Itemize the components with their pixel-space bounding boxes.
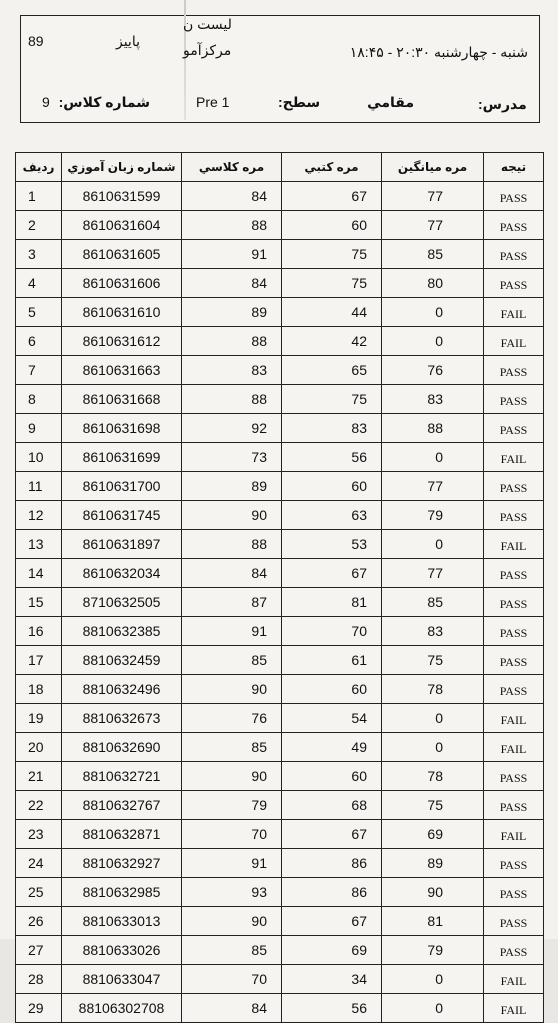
cell-written-score: 63 <box>282 501 382 530</box>
cell-row-number: 10 <box>16 443 62 472</box>
col-header-average-score: مره ميانگين <box>382 153 484 182</box>
cell-class-score: 83 <box>182 356 282 385</box>
cell-row-number: 26 <box>16 907 62 936</box>
cell-student-id: 8610631610 <box>62 298 182 327</box>
cell-row-number: 21 <box>16 762 62 791</box>
cell-class-score: 88 <box>182 530 282 559</box>
cell-result: PASS <box>484 936 544 965</box>
cell-student-id: 8810632690 <box>62 733 182 762</box>
cell-student-id: 88106302708 <box>62 994 182 1023</box>
cell-average-score: 0 <box>382 298 484 327</box>
cell-average-score: 76 <box>382 356 484 385</box>
cell-average-score: 0 <box>382 965 484 994</box>
cell-result: PASS <box>484 849 544 878</box>
cell-student-id: 8810632871 <box>62 820 182 849</box>
cell-student-id: 8610631606 <box>62 269 182 298</box>
cell-written-score: 65 <box>282 356 382 385</box>
cell-class-score: 84 <box>182 182 282 211</box>
center-name: مرکزآمو <box>183 42 232 58</box>
table-row <box>16 704 544 733</box>
cell-row-number: 14 <box>16 559 62 588</box>
cell-average-score: 78 <box>382 762 484 791</box>
table-row <box>16 414 544 443</box>
list-title: لیست ن <box>183 16 232 32</box>
cell-student-id: 8810632985 <box>62 878 182 907</box>
cell-average-score: 81 <box>382 907 484 936</box>
cell-average-score: 77 <box>382 472 484 501</box>
cell-student-id: 8810632385 <box>62 617 182 646</box>
table-row <box>16 646 544 675</box>
cell-written-score: 75 <box>282 240 382 269</box>
cell-row-number: 9 <box>16 414 62 443</box>
cell-row-number: 17 <box>16 646 62 675</box>
cell-average-score: 79 <box>382 936 484 965</box>
cell-average-score: 69 <box>382 820 484 849</box>
cell-written-score: 60 <box>282 211 382 240</box>
table-row <box>16 617 544 646</box>
cell-student-id: 8610631612 <box>62 327 182 356</box>
cell-row-number: 15 <box>16 588 62 617</box>
cell-row-number: 23 <box>16 820 62 849</box>
cell-student-id: 8610631599 <box>62 182 182 211</box>
table-row <box>16 733 544 762</box>
cell-average-score: 75 <box>382 646 484 675</box>
cell-average-score: 0 <box>382 443 484 472</box>
cell-class-score: 70 <box>182 820 282 849</box>
cell-written-score: 75 <box>282 385 382 414</box>
cell-average-score: 75 <box>382 791 484 820</box>
cell-row-number: 20 <box>16 733 62 762</box>
table-row <box>16 588 544 617</box>
cell-written-score: 86 <box>282 849 382 878</box>
cell-class-score: 84 <box>182 994 282 1023</box>
cell-average-score: 0 <box>382 704 484 733</box>
cell-row-number: 3 <box>16 240 62 269</box>
cell-row-number: 2 <box>16 211 62 240</box>
cell-result: PASS <box>484 211 544 240</box>
cell-result: FAIL <box>484 298 544 327</box>
cell-result: PASS <box>484 472 544 501</box>
cell-average-score: 89 <box>382 849 484 878</box>
teacher-value: مقامي <box>367 94 414 110</box>
cell-class-score: 90 <box>182 675 282 704</box>
term-code: 89 <box>28 33 44 49</box>
cell-class-score: 84 <box>182 559 282 588</box>
cell-student-id: 8810632927 <box>62 849 182 878</box>
table-row <box>16 878 544 907</box>
cell-row-number: 22 <box>16 791 62 820</box>
table-row <box>16 327 544 356</box>
table-body <box>16 182 544 1023</box>
cell-result: PASS <box>484 878 544 907</box>
cell-class-score: 90 <box>182 762 282 791</box>
cell-written-score: 49 <box>282 733 382 762</box>
cell-written-score: 75 <box>282 269 382 298</box>
cell-average-score: 77 <box>382 182 484 211</box>
cell-row-number: 28 <box>16 965 62 994</box>
cell-row-number: 29 <box>16 994 62 1023</box>
cell-written-score: 81 <box>282 588 382 617</box>
cell-result: FAIL <box>484 733 544 762</box>
cell-class-score: 76 <box>182 704 282 733</box>
table-row <box>16 356 544 385</box>
cell-written-score: 56 <box>282 994 382 1023</box>
cell-class-score: 88 <box>182 385 282 414</box>
col-header-row: رديف <box>16 153 62 182</box>
table-row <box>16 240 544 269</box>
cell-result: FAIL <box>484 994 544 1023</box>
cell-written-score: 86 <box>282 878 382 907</box>
col-header-written-score: مره كتبي <box>282 153 382 182</box>
cell-class-score: 93 <box>182 878 282 907</box>
table-row <box>16 472 544 501</box>
table-row <box>16 385 544 414</box>
cell-row-number: 25 <box>16 878 62 907</box>
cell-class-score: 91 <box>182 617 282 646</box>
cell-result: FAIL <box>484 820 544 849</box>
class-number-label: شماره کلاس: <box>58 94 150 110</box>
table-row <box>16 559 544 588</box>
cell-result: PASS <box>484 646 544 675</box>
cell-class-score: 85 <box>182 733 282 762</box>
cell-result: PASS <box>484 588 544 617</box>
table-header-row <box>16 153 544 182</box>
cell-result: PASS <box>484 617 544 646</box>
cell-row-number: 8 <box>16 385 62 414</box>
term-name: پاییز <box>115 33 140 49</box>
cell-class-score: 91 <box>182 240 282 269</box>
table-row <box>16 211 544 240</box>
cell-result: FAIL <box>484 443 544 472</box>
cell-class-score: 70 <box>182 965 282 994</box>
cell-written-score: 34 <box>282 965 382 994</box>
cell-average-score: 78 <box>382 675 484 704</box>
cell-student-id: 8810633026 <box>62 936 182 965</box>
cell-written-score: 42 <box>282 327 382 356</box>
cell-student-id: 8610631604 <box>62 211 182 240</box>
cell-result: PASS <box>484 356 544 385</box>
cell-written-score: 67 <box>282 559 382 588</box>
teacher-label: مدرس: <box>478 96 527 112</box>
cell-result: PASS <box>484 182 544 211</box>
cell-written-score: 60 <box>282 762 382 791</box>
cell-student-id: 8710632505 <box>62 588 182 617</box>
cell-class-score: 87 <box>182 588 282 617</box>
cell-row-number: 19 <box>16 704 62 733</box>
table-row <box>16 965 544 994</box>
table-row <box>16 820 544 849</box>
cell-student-id: 8810633047 <box>62 965 182 994</box>
cell-written-score: 67 <box>282 182 382 211</box>
col-header-student-id: شماره زبان آموزي <box>62 153 182 182</box>
cell-average-score: 0 <box>382 530 484 559</box>
table-row <box>16 907 544 936</box>
cell-student-id: 8610632034 <box>62 559 182 588</box>
cell-average-score: 79 <box>382 501 484 530</box>
cell-row-number: 18 <box>16 675 62 704</box>
class-number-value: 9 <box>42 94 50 110</box>
cell-result: PASS <box>484 559 544 588</box>
cell-class-score: 73 <box>182 443 282 472</box>
cell-class-score: 85 <box>182 646 282 675</box>
cell-class-score: 88 <box>182 211 282 240</box>
cell-student-id: 8810633013 <box>62 907 182 936</box>
col-header-class-score: مره كلاسي <box>182 153 282 182</box>
level-value: Pre 1 <box>196 94 230 110</box>
cell-result: FAIL <box>484 965 544 994</box>
table-row <box>16 849 544 878</box>
cell-row-number: 7 <box>16 356 62 385</box>
cell-class-score: 90 <box>182 501 282 530</box>
cell-result: PASS <box>484 385 544 414</box>
table-row <box>16 530 544 559</box>
cell-student-id: 8810632496 <box>62 675 182 704</box>
table-row <box>16 269 544 298</box>
table-row <box>16 182 544 211</box>
cell-written-score: 68 <box>282 791 382 820</box>
table-row <box>16 936 544 965</box>
col-header-result: تيجه <box>484 153 544 182</box>
cell-student-id: 8610631698 <box>62 414 182 443</box>
cell-row-number: 16 <box>16 617 62 646</box>
cell-student-id: 8610631605 <box>62 240 182 269</box>
cell-average-score: 83 <box>382 385 484 414</box>
cell-average-score: 88 <box>382 414 484 443</box>
cell-class-score: 84 <box>182 269 282 298</box>
table-row <box>16 675 544 704</box>
cell-student-id: 8610631700 <box>62 472 182 501</box>
grades-table <box>15 152 544 1023</box>
cell-written-score: 53 <box>282 530 382 559</box>
cell-class-score: 88 <box>182 327 282 356</box>
cell-student-id: 8610631745 <box>62 501 182 530</box>
cell-average-score: 0 <box>382 733 484 762</box>
cell-result: PASS <box>484 791 544 820</box>
cell-student-id: 8810632459 <box>62 646 182 675</box>
cell-row-number: 11 <box>16 472 62 501</box>
cell-row-number: 27 <box>16 936 62 965</box>
table-row <box>16 762 544 791</box>
cell-row-number: 13 <box>16 530 62 559</box>
cell-average-score: 83 <box>382 617 484 646</box>
cell-average-score: 85 <box>382 588 484 617</box>
cell-written-score: 83 <box>282 414 382 443</box>
table-row <box>16 994 544 1023</box>
table-row <box>16 298 544 327</box>
cell-class-score: 92 <box>182 414 282 443</box>
level-label: سطح: <box>278 94 321 110</box>
cell-average-score: 90 <box>382 878 484 907</box>
cell-result: FAIL <box>484 704 544 733</box>
cell-student-id: 8810632767 <box>62 791 182 820</box>
schedule-text: شنبه - چهارشنبه ۲۰:۳۰ - ۱۸:۴۵ <box>349 44 528 60</box>
cell-result: PASS <box>484 675 544 704</box>
cell-result: FAIL <box>484 530 544 559</box>
table-row <box>16 501 544 530</box>
cell-written-score: 61 <box>282 646 382 675</box>
cell-class-score: 79 <box>182 791 282 820</box>
cell-result: PASS <box>484 501 544 530</box>
cell-row-number: 1 <box>16 182 62 211</box>
table-row <box>16 791 544 820</box>
cell-written-score: 67 <box>282 907 382 936</box>
cell-class-score: 85 <box>182 936 282 965</box>
cell-written-score: 44 <box>282 298 382 327</box>
cell-result: PASS <box>484 269 544 298</box>
cell-written-score: 56 <box>282 443 382 472</box>
cell-row-number: 12 <box>16 501 62 530</box>
cell-written-score: 67 <box>282 820 382 849</box>
cell-written-score: 60 <box>282 472 382 501</box>
cell-student-id: 8610631897 <box>62 530 182 559</box>
cell-written-score: 60 <box>282 675 382 704</box>
cell-row-number: 6 <box>16 327 62 356</box>
cell-average-score: 77 <box>382 211 484 240</box>
cell-row-number: 24 <box>16 849 62 878</box>
cell-class-score: 89 <box>182 472 282 501</box>
cell-student-id: 8610631663 <box>62 356 182 385</box>
cell-result: FAIL <box>484 327 544 356</box>
cell-result: PASS <box>484 762 544 791</box>
cell-result: PASS <box>484 907 544 936</box>
cell-student-id: 8810632721 <box>62 762 182 791</box>
cell-average-score: 77 <box>382 559 484 588</box>
cell-class-score: 91 <box>182 849 282 878</box>
cell-average-score: 0 <box>382 994 484 1023</box>
cell-average-score: 85 <box>382 240 484 269</box>
cell-row-number: 4 <box>16 269 62 298</box>
cell-class-score: 90 <box>182 907 282 936</box>
cell-written-score: 69 <box>282 936 382 965</box>
cell-class-score: 89 <box>182 298 282 327</box>
cell-student-id: 8610631668 <box>62 385 182 414</box>
cell-written-score: 54 <box>282 704 382 733</box>
cell-result: PASS <box>484 414 544 443</box>
cell-result: PASS <box>484 240 544 269</box>
cell-row-number: 5 <box>16 298 62 327</box>
cell-student-id: 8610631699 <box>62 443 182 472</box>
cell-written-score: 70 <box>282 617 382 646</box>
cell-student-id: 8810632673 <box>62 704 182 733</box>
cell-average-score: 0 <box>382 327 484 356</box>
cell-average-score: 80 <box>382 269 484 298</box>
table-row <box>16 443 544 472</box>
